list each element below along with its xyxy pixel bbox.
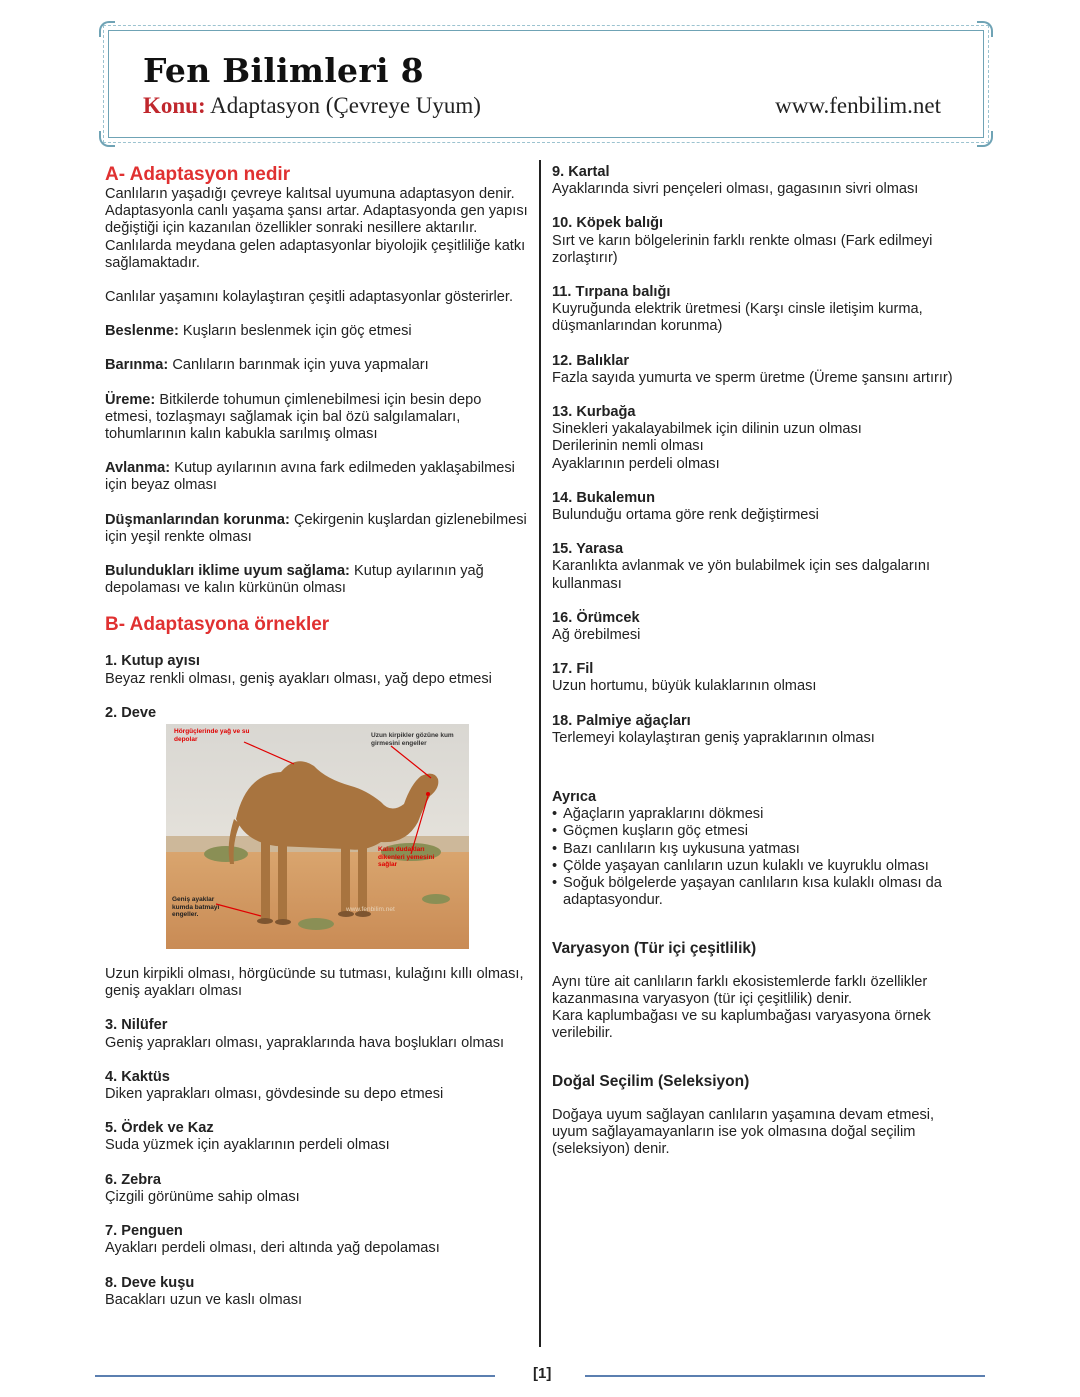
- example-description: Fazla sayıda yumurta ve sperm üretme (Üreme şansını artırır): [552, 369, 953, 386]
- example-title: 8. Deve kuşu: [105, 1274, 195, 1291]
- example-title: 3. Nilüfer: [105, 1017, 168, 1034]
- example-description: Terlemeyi kolaylaştıran geniş yapraklarının olması: [552, 729, 875, 746]
- column-divider: [539, 160, 541, 1347]
- camel-description: Uzun kirpikli olması, hörgücünde su tutması, kulağını kıllı olması, geniş ayakları olması: [105, 966, 524, 1000]
- example-description: Derilerinin nemli olması: [552, 438, 704, 455]
- frame-corner: [99, 131, 115, 147]
- example-item: [552, 284, 972, 336]
- section-a-lead: Canlılar yaşamını kolaylaştıran çeşitli adaptasyonlar gösterirler.: [105, 289, 513, 306]
- example-title: 15. Yarasa: [552, 541, 624, 558]
- right-column: [552, 164, 972, 1158]
- example-description: Suda yüzmek için ayaklarının perdeli olması: [105, 1137, 390, 1154]
- frame-corner: [977, 21, 993, 37]
- example-title: 11. Tırpana balığı: [552, 284, 671, 301]
- example-title: 10. Köpek balığı: [552, 215, 664, 232]
- topic-label: Konu:: [143, 93, 206, 118]
- example-description: Geniş yaprakları olması, yapraklarında hava boşlukları olması: [105, 1034, 505, 1051]
- caption-lashes: Uzun kirpikler gözüne kum girmesini engeller: [371, 732, 454, 747]
- variation-text-2: Kara kaplumbağası ve su kaplumbağası varyasyona örnek verilebilir.: [552, 1008, 931, 1042]
- example-item: [552, 661, 972, 695]
- example-item: [105, 653, 530, 687]
- adaptation-type-item: [105, 392, 530, 444]
- example-item: [105, 1017, 530, 1051]
- camel-image: [166, 724, 469, 949]
- variation-section: [552, 940, 972, 1043]
- also-bullet-list: [552, 806, 972, 909]
- example-item: [552, 610, 972, 644]
- example-title: 14. Bukalemun: [552, 489, 656, 506]
- adaptation-type-label: Beslenme:: [105, 323, 179, 340]
- also-bullet-item: • Bazı canlıların kış uykusuna yatması: [552, 841, 972, 858]
- example-item: [552, 215, 972, 267]
- topic-text: Adaptasyon (Çevreye Uyum): [205, 93, 481, 118]
- also-bullet-item: • Ağaçların yapraklarını dökmesi: [552, 806, 972, 823]
- adaptation-type-label: Bulundukları iklime uyum sağlama:: [105, 563, 350, 580]
- left-column: [105, 164, 530, 1309]
- section-a-heading: A- Adaptasyon nedir: [105, 164, 291, 185]
- adaptation-type-label: Üreme:: [105, 391, 156, 408]
- example-description: Bulunduğu ortama göre renk değiştirmesi: [552, 507, 819, 524]
- adaptation-type-text: Kuşların beslenmek için göç etmesi: [178, 323, 412, 340]
- example-description: Çizgili görünüme sahip olması: [105, 1188, 300, 1205]
- example-item: [552, 490, 972, 524]
- example-item: [552, 541, 972, 593]
- example-item: [105, 1275, 530, 1309]
- example-title: 2. Deve: [105, 704, 157, 721]
- example-list: [552, 164, 972, 747]
- example-title: 9. Kartal: [552, 164, 610, 180]
- example-list: [105, 653, 530, 687]
- variation-text-1: Aynı türe ait canlıların farklı ekosistemlerde farklı özellikler kazanmasına varyasyon (tür içi çeşitlilik) denir.: [552, 973, 928, 1007]
- example-item: [105, 1223, 530, 1257]
- selection-heading: Doğal Seçilim (Seleksiyon): [552, 1072, 750, 1090]
- image-watermark: www.fenbilim.net: [346, 906, 395, 914]
- example-title: 17. Fil: [552, 661, 594, 678]
- example-item: [552, 404, 972, 473]
- adaptation-type-text: Bitkilerde tohumun çimlenebilmesi için besin depo etmesi, tozlaşmayı sağlamak için bal özü salgılamaları, tohumlarının kalın kabukla sarılmış olması: [105, 391, 482, 443]
- example-description: Karanlıkta avlanmak ve yön bulabilmek için ses dalgalarını kullanması: [552, 558, 931, 592]
- also-section: [552, 789, 972, 909]
- example-description: Bacakları uzun ve kaslı olması: [105, 1291, 303, 1308]
- adaptation-type-item: [105, 357, 530, 374]
- adaptation-type-item: [105, 460, 530, 494]
- example-item: [105, 1120, 530, 1154]
- example-description: Ayaklarında sivri pençeleri olması, gagasının sivri olması: [552, 181, 919, 198]
- selection-section: [552, 1073, 972, 1159]
- example-description: Beyaz renkli olması, geniş ayakları olması, yağ depo etmesi: [105, 670, 492, 687]
- example-list: [105, 1017, 530, 1308]
- camel-example: [105, 705, 530, 1001]
- example-title: 13. Kurbağa: [552, 404, 636, 421]
- also-bullet-item: • Soğuk bölgelerde yaşayan canlıların kısa kulaklı olması da adaptasyondur.: [552, 875, 972, 909]
- adaptation-type-label: Barınma:: [105, 357, 169, 374]
- example-item: [552, 353, 972, 387]
- example-title: 1. Kutup ayısı: [105, 653, 200, 670]
- example-description: Ayakları perdeli olması, deri altında yağ depolaması: [105, 1240, 440, 1257]
- caption-hump: Hörgüçlerinde yağ ve su depolar: [174, 728, 250, 743]
- header-frame: [108, 30, 984, 138]
- example-description: Kuyruğunda elektrik üretmesi (Karşı cinsle iletişim kurma, düşmanlarından korunma): [552, 301, 923, 335]
- adaptation-type-text: Canlıların barınmak için yuva yapmaları: [168, 357, 429, 374]
- footer-rule: [585, 1375, 985, 1377]
- website-link[interactable]: www.fenbilim.net: [775, 93, 941, 118]
- also-bullet-item: • Göçmen kuşların göç etmesi: [552, 823, 972, 840]
- adaptation-type-label: Düşmanlarından korunma:: [105, 511, 290, 528]
- section-a-intro: Canlıların yaşadığı çevreye kalıtsal uyumuna adaptasyon denir. Adaptasyonla canlı yaşama şansı artar. Adaptasyonda gen yapısı değiştiği için kazanılan özellikler sonraki nesillere aktarılır. Canlılarda meydana gelen adaptasyonlar biyolojik çeşitliliğe katkı sağlamaktadır.: [105, 186, 528, 271]
- example-description: Sinekleri yakalayabilmek için dilinin uzun olması: [552, 421, 862, 438]
- example-item: [552, 713, 972, 747]
- example-description: Sırt ve karın bölgelerinin farklı renkte olması (Fark edilmeyi zorlaştırır): [552, 232, 933, 266]
- page-number: [1]: [533, 1365, 552, 1382]
- page-title: Fen Bilimleri 8: [143, 51, 424, 90]
- example-item: [552, 164, 972, 198]
- example-title: 6. Zebra: [105, 1171, 161, 1188]
- example-title: 7. Penguen: [105, 1223, 183, 1240]
- section-b-heading: B- Adaptasyona örnekler: [105, 614, 330, 636]
- also-heading: Ayrıca: [552, 789, 597, 806]
- variation-heading: Varyasyon (Tür içi çeşitlilik): [552, 939, 757, 957]
- example-description: Ağ örebilmesi: [552, 627, 641, 644]
- footer-rule: [95, 1375, 495, 1377]
- example-title: 12. Balıklar: [552, 352, 630, 369]
- adaptation-type-item: [105, 563, 530, 597]
- topic-line: [143, 93, 481, 119]
- selection-text: Doğaya uyum sağlayan canlıların yaşamına devam etmesi, uyum sağlayamayanların ise yok olmasına doğal seçilim (seleksiyon) denir.: [552, 1106, 935, 1158]
- caption-lips: Kalın dudakları dikenleri yemesini sağlar: [378, 846, 435, 869]
- example-description: Uzun hortumu, büyük kulaklarının olması: [552, 678, 817, 695]
- frame-corner: [977, 131, 993, 147]
- adaptation-type-item: [105, 323, 530, 340]
- example-title: 18. Palmiye ağaçları: [552, 712, 691, 729]
- example-title: 16. Örümcek: [552, 609, 640, 626]
- adaptation-type-text: Kutup ayılarının yağ depolaması ve kalın kürkünün olması: [105, 563, 484, 597]
- example-description: Diken yaprakları olması, gövdesinde su depo etmesi: [105, 1086, 444, 1103]
- adaptation-type-list: [105, 323, 530, 597]
- example-description: Ayaklarının perdeli olması: [552, 455, 720, 472]
- adaptation-type-text: Kutup ayılarının avına fark edilmeden yaklaşabilmesi için beyaz olması: [105, 460, 515, 494]
- adaptation-type-text: Çekirgenin kuşlardan gizlenebilmesi için yeşil renkte olması: [105, 511, 527, 545]
- example-item: [105, 1069, 530, 1103]
- example-title: 5. Ördek ve Kaz: [105, 1120, 214, 1137]
- adaptation-type-label: Avlanma:: [105, 460, 171, 477]
- adaptation-type-item: [105, 512, 530, 546]
- caption-feet: Geniş ayaklar kumda batmayı engeller.: [172, 896, 220, 919]
- example-item: [105, 1172, 530, 1206]
- also-bullet-item: • Çölde yaşayan canlıların uzun kulaklı ve kuyruklu olması: [552, 858, 972, 875]
- example-title: 4. Kaktüs: [105, 1068, 170, 1085]
- frame-corner: [99, 21, 115, 37]
